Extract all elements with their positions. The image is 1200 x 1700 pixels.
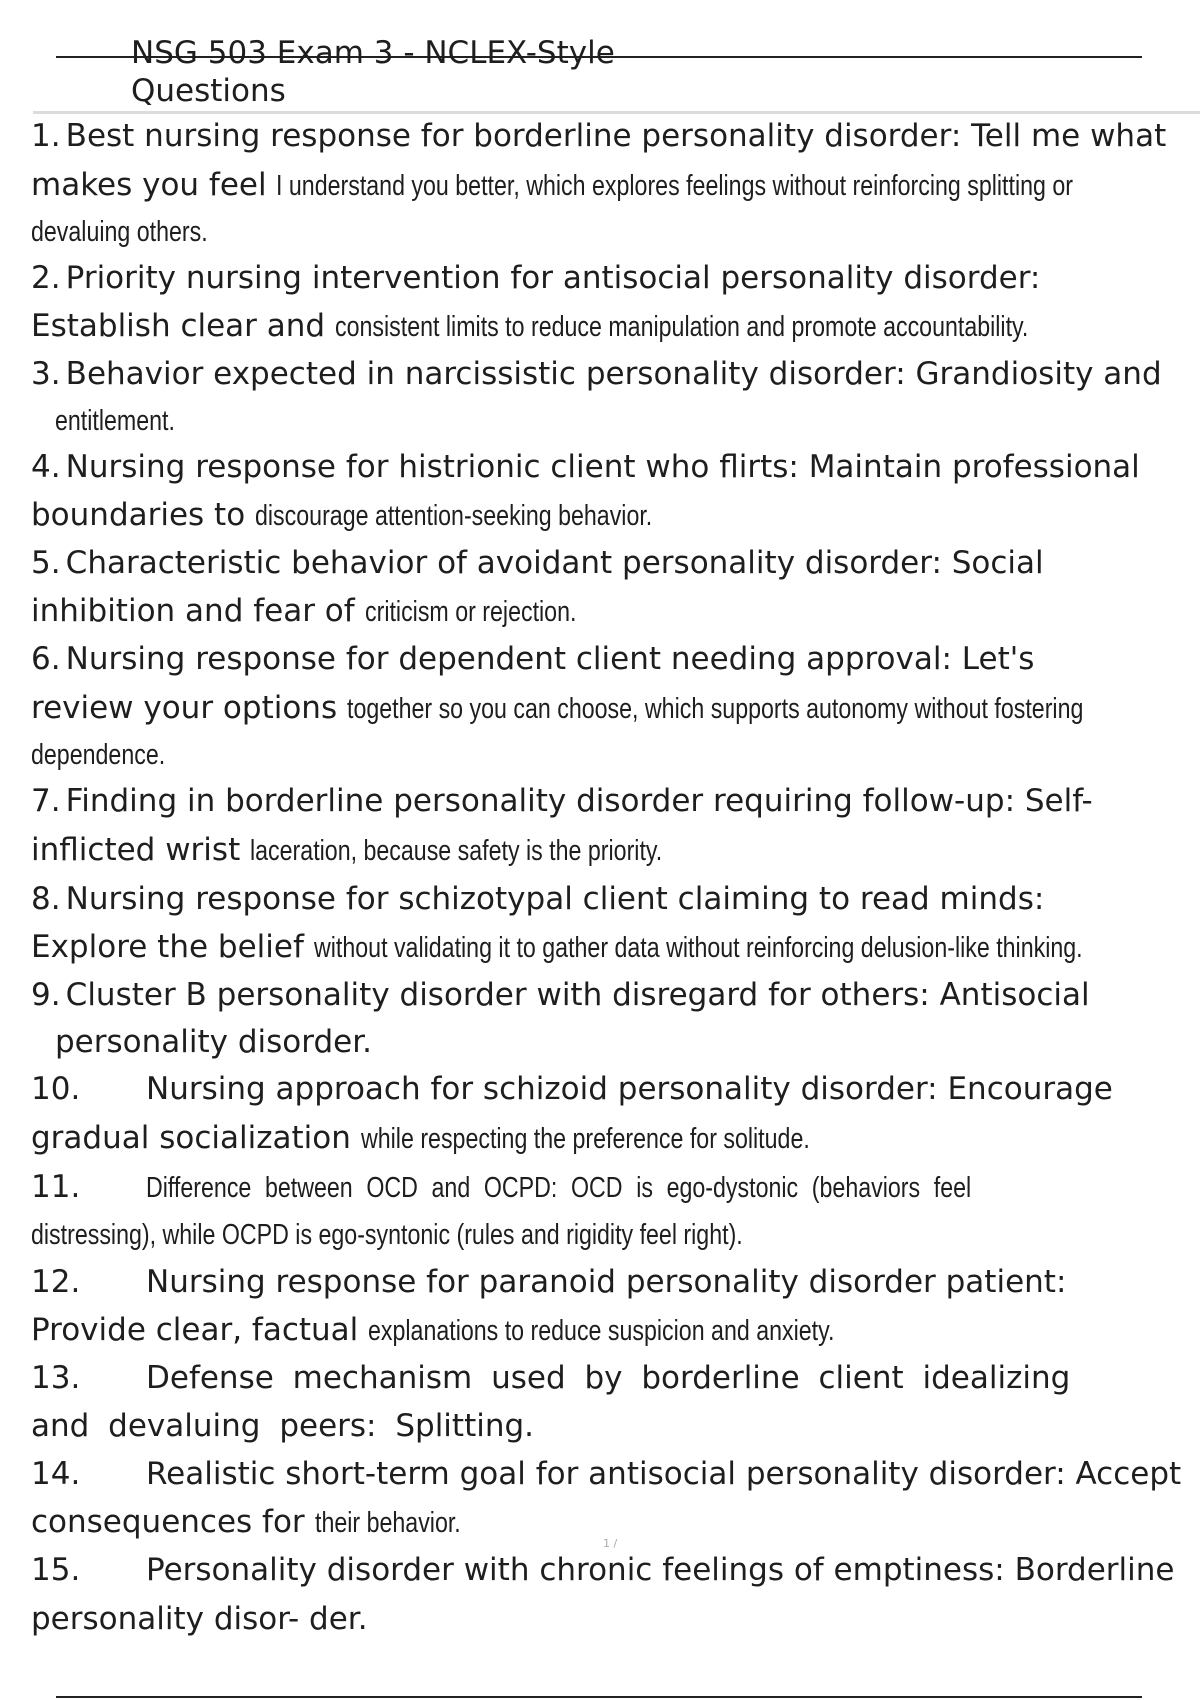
- question-line: [31, 1067, 1197, 1116]
- question-number: 15.: [31, 1552, 81, 1588]
- question-text: review your options: [31, 690, 347, 726]
- question-item-6: [31, 637, 1197, 779]
- answer-explanation: devaluing others.: [31, 216, 208, 248]
- answer-explanation: together so you can choose, which supports autonomy without fostering: [346, 693, 1084, 725]
- question-line: [31, 590, 1197, 637]
- question-text: Nursing response for schizotypal client claiming to read minds:: [65, 881, 1045, 917]
- question-number: 9.: [31, 977, 61, 1013]
- question-text: Nursing approach for schizoid personality disorder: Encourage: [146, 1071, 1113, 1107]
- question-text: Best nursing response for borderline personality disorder: Tell me what: [65, 118, 1167, 154]
- question-line: [31, 445, 1197, 494]
- question-text: inflicted wrist: [31, 832, 251, 868]
- question-number: 3.: [31, 356, 61, 392]
- question-line: [31, 1116, 1197, 1165]
- question-item-9: [31, 973, 1197, 1067]
- question-number: 4.: [31, 449, 61, 485]
- question-text: Nursing response for dependent client needing approval: Let's: [65, 641, 1035, 677]
- page-title-line-1: NSG 503 Exam 3 - NCLEX-Style: [131, 35, 615, 71]
- question-item-2: [31, 256, 1197, 352]
- question-item-4: [31, 445, 1197, 541]
- question-text: Difference between OCD and OCPD: OCD is ego-dystonic (behaviors feel: [146, 1172, 972, 1204]
- question-text: Realistic short-term goal for antisocial personality disorder: Accept: [146, 1456, 1182, 1492]
- question-line: [31, 256, 1197, 305]
- question-item-14: [31, 1452, 1197, 1548]
- question-number: 5.: [31, 545, 61, 581]
- question-item-5: [31, 541, 1197, 637]
- question-number: 10.: [31, 1071, 81, 1107]
- question-line: [31, 305, 1197, 352]
- answer-explanation: distressing), while OCPD is ego-syntonic (rules and rigidity feel right).: [31, 1219, 743, 1251]
- question-line: [31, 926, 1197, 973]
- question-text: personality disor- der.: [31, 1601, 368, 1637]
- question-item-7: [31, 779, 1197, 877]
- question-text: Explore the belief: [31, 929, 314, 965]
- question-item-11: [31, 1165, 1197, 1260]
- question-line: [31, 1405, 1197, 1452]
- answer-explanation: entitlement.: [55, 405, 175, 437]
- question-text: and devaluing peers: Splitting.: [31, 1408, 535, 1444]
- question-number: 1.: [31, 118, 61, 154]
- question-text: Characteristic behavior of avoidant personality disorder: Social: [65, 545, 1044, 581]
- question-line: [31, 1548, 1197, 1597]
- question-number: 12.: [31, 1264, 81, 1300]
- answer-explanation: I understand you better, which explores feelings without reinforcing splitting or: [276, 170, 1074, 202]
- question-line: [31, 1214, 1197, 1260]
- question-line: [31, 877, 1197, 926]
- question-line: [31, 163, 1197, 212]
- question-number: 8.: [31, 881, 61, 917]
- question-line: [31, 1165, 1197, 1214]
- answer-explanation: laceration, because safety is the priority.: [250, 835, 663, 867]
- question-number: 2.: [31, 260, 61, 296]
- question-line: [31, 114, 1197, 163]
- question-text: Finding in borderline personality disorder requiring follow-up: Self-: [65, 783, 1093, 819]
- question-line: [31, 735, 1197, 779]
- question-line: [31, 1260, 1197, 1309]
- answer-explanation: consistent limits to reduce manipulation and promote accountability.: [334, 311, 1029, 343]
- question-line: [31, 779, 1197, 828]
- question-text: Cluster B personality disorder with disregard for others: Antisocial: [65, 977, 1090, 1013]
- question-item-12: [31, 1260, 1197, 1356]
- question-line: [31, 686, 1197, 735]
- question-line: [31, 494, 1197, 541]
- question-text: Behavior expected in narcissistic personality disorder: Grandiosity and: [65, 356, 1162, 392]
- question-item-15: [31, 1548, 1197, 1646]
- page-title-line-2: Questions: [131, 73, 286, 109]
- question-item-8: [31, 877, 1197, 973]
- answer-explanation: their behavior.: [314, 1507, 461, 1539]
- question-number: 6.: [31, 641, 61, 677]
- question-line: [31, 1356, 1197, 1405]
- footer-rule: [56, 1696, 1142, 1698]
- question-line: [31, 1452, 1197, 1501]
- page-title: [131, 34, 615, 110]
- question-line: [31, 352, 1197, 401]
- question-text: Nursing response for paranoid personality disorder patient:: [146, 1264, 1067, 1300]
- question-item-13: [31, 1356, 1197, 1452]
- question-number: 11.: [31, 1169, 81, 1205]
- question-item-3: [31, 352, 1197, 445]
- question-item-10: [31, 1067, 1197, 1165]
- question-line: [31, 828, 1197, 877]
- question-line: [31, 401, 1197, 445]
- question-text: personality disorder.: [55, 1024, 372, 1060]
- question-line: [31, 1022, 1197, 1067]
- question-text: gradual socialization: [31, 1120, 361, 1156]
- question-text: boundaries to: [31, 497, 256, 533]
- question-text: Defense mechanism used by borderline client idealizing: [146, 1360, 1071, 1396]
- question-list: [31, 114, 1197, 1646]
- question-text: Establish clear and: [31, 308, 335, 344]
- question-text: makes you feel: [31, 167, 277, 203]
- question-number: 13.: [31, 1360, 81, 1396]
- question-number: 7.: [31, 783, 61, 819]
- answer-explanation: criticism or rejection.: [364, 596, 576, 628]
- question-line: [31, 1309, 1197, 1356]
- answer-explanation: while respecting the preference for solitude.: [360, 1123, 810, 1155]
- question-line: [31, 973, 1197, 1022]
- answer-explanation: discourage attention-seeking behavior.: [255, 500, 653, 532]
- page-number: 1 /: [603, 1537, 618, 1550]
- question-item-1: [31, 114, 1197, 256]
- question-line: [31, 637, 1197, 686]
- question-text: inhibition and fear of: [31, 593, 365, 629]
- answer-explanation: without validating it to gather data without reinforcing delusion-like thinking.: [313, 932, 1083, 964]
- question-text: Priority nursing intervention for antisocial personality disorder:: [65, 260, 1041, 296]
- question-text: Nursing response for histrionic client who flirts: Maintain professional: [65, 449, 1140, 485]
- question-line: [31, 1597, 1197, 1646]
- question-line: [31, 541, 1197, 590]
- answer-explanation: explanations to reduce suspicion and anxiety.: [368, 1315, 835, 1347]
- question-text: Provide clear, factual: [31, 1312, 369, 1348]
- question-line: [31, 212, 1197, 256]
- question-text: Personality disorder with chronic feelings of emptiness: Borderline: [146, 1552, 1175, 1588]
- question-number: 14.: [31, 1456, 81, 1492]
- answer-explanation: dependence.: [31, 739, 166, 771]
- question-text: consequences for: [31, 1504, 315, 1540]
